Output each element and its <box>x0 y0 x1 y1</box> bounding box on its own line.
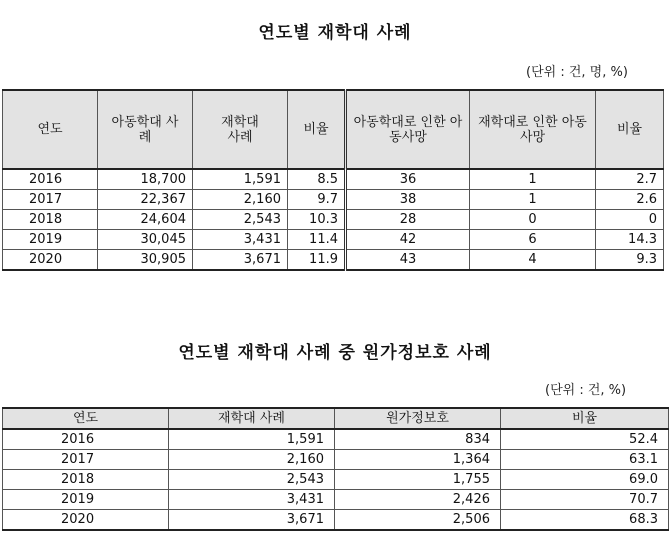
table-row <box>3 169 664 190</box>
t1-cell: 42 <box>346 230 470 250</box>
t2-cell: 52.4 <box>501 429 669 450</box>
t2-cell: 68.3 <box>501 510 669 531</box>
t2-header-year: 연도 <box>3 408 169 429</box>
t1-cell: 2018 <box>3 210 98 230</box>
t1-cell: 2017 <box>3 190 98 210</box>
table-row <box>3 510 669 531</box>
t1-cell: 11.9 <box>288 250 346 271</box>
t1-cell: 2,160 <box>193 190 288 210</box>
t2-header-reabuse-cases: 재학대 사례 <box>169 408 335 429</box>
t2-cell: 1,591 <box>169 429 335 450</box>
t2-cell: 2,543 <box>169 470 335 490</box>
t2-cell: 3,431 <box>169 490 335 510</box>
t2-cell: 2016 <box>3 429 169 450</box>
t1-cell: 36 <box>346 169 470 190</box>
table-row <box>3 210 664 230</box>
t1-cell: 8.5 <box>288 169 346 190</box>
t1-cell: 43 <box>346 250 470 271</box>
t1-cell: 18,700 <box>98 169 193 190</box>
t1-cell: 1,591 <box>193 169 288 190</box>
t2-cell: 3,671 <box>169 510 335 531</box>
t1-cell: 24,604 <box>98 210 193 230</box>
t2-header-home-protection: 원가정보호 <box>335 408 501 429</box>
table-row <box>3 230 664 250</box>
t1-cell: 1 <box>470 169 596 190</box>
t2-cell: 2,506 <box>335 510 501 531</box>
t1-cell: 2.7 <box>596 169 664 190</box>
t2-cell: 2,160 <box>169 450 335 470</box>
table1-title: 연도별 재학대 사례 <box>258 23 412 43</box>
t1-header-reabuse-deaths: 재학대로 인한 아동사망 <box>470 90 596 169</box>
t1-cell: 2020 <box>3 250 98 271</box>
t1-cell: 2.6 <box>596 190 664 210</box>
t1-cell: 30,905 <box>98 250 193 271</box>
t2-cell: 70.7 <box>501 490 669 510</box>
t1-header-reabuse-cases: 재학대 사례 <box>193 90 288 169</box>
table-row <box>3 490 669 510</box>
t1-cell: 0 <box>470 210 596 230</box>
t2-cell: 2019 <box>3 490 169 510</box>
table-row <box>3 470 669 490</box>
table-row <box>3 250 664 271</box>
t1-cell: 6 <box>470 230 596 250</box>
t1-cell: 9.7 <box>288 190 346 210</box>
table2-unit: (단위 : 건, %) <box>545 383 627 398</box>
table2 <box>2 407 669 531</box>
t1-header-abuse-cases: 아동학대 사례 <box>98 90 193 169</box>
t1-cell: 11.4 <box>288 230 346 250</box>
t1-cell: 2019 <box>3 230 98 250</box>
table-row <box>3 429 669 450</box>
t1-cell: 3,431 <box>193 230 288 250</box>
t1-cell: 2,543 <box>193 210 288 230</box>
t2-cell: 63.1 <box>501 450 669 470</box>
table-row <box>3 190 664 210</box>
t1-cell: 30,045 <box>98 230 193 250</box>
t1-header-year: 연도 <box>3 90 98 169</box>
t1-cell: 4 <box>470 250 596 271</box>
t1-header-abuse-deaths: 아동학대로 인한 아동사망 <box>346 90 470 169</box>
t2-cell: 69.0 <box>501 470 669 490</box>
t2-cell: 2017 <box>3 450 169 470</box>
t1-cell: 10.3 <box>288 210 346 230</box>
t2-cell: 2020 <box>3 510 169 531</box>
t1-cell: 14.3 <box>596 230 664 250</box>
t1-cell: 1 <box>470 190 596 210</box>
t1-cell: 0 <box>596 210 664 230</box>
t2-cell: 2,426 <box>335 490 501 510</box>
table-row <box>3 450 669 470</box>
t1-header-ratio: 비율 <box>288 90 346 169</box>
table1 <box>2 89 664 271</box>
t2-cell: 2018 <box>3 470 169 490</box>
table1-unit: (단위 : 건, 명, %) <box>526 65 628 80</box>
table2-title: 연도별 재학대 사례 중 원가정보호 사례 <box>178 343 492 363</box>
t2-cell: 1,364 <box>335 450 501 470</box>
t1-header-ratio-2: 비율 <box>596 90 664 169</box>
t1-cell: 22,367 <box>98 190 193 210</box>
t1-cell: 38 <box>346 190 470 210</box>
t2-cell: 1,755 <box>335 470 501 490</box>
t2-header-ratio: 비율 <box>501 408 669 429</box>
t1-cell: 28 <box>346 210 470 230</box>
t2-cell: 834 <box>335 429 501 450</box>
t1-cell: 2016 <box>3 169 98 190</box>
t1-cell: 3,671 <box>193 250 288 271</box>
t1-cell: 9.3 <box>596 250 664 271</box>
